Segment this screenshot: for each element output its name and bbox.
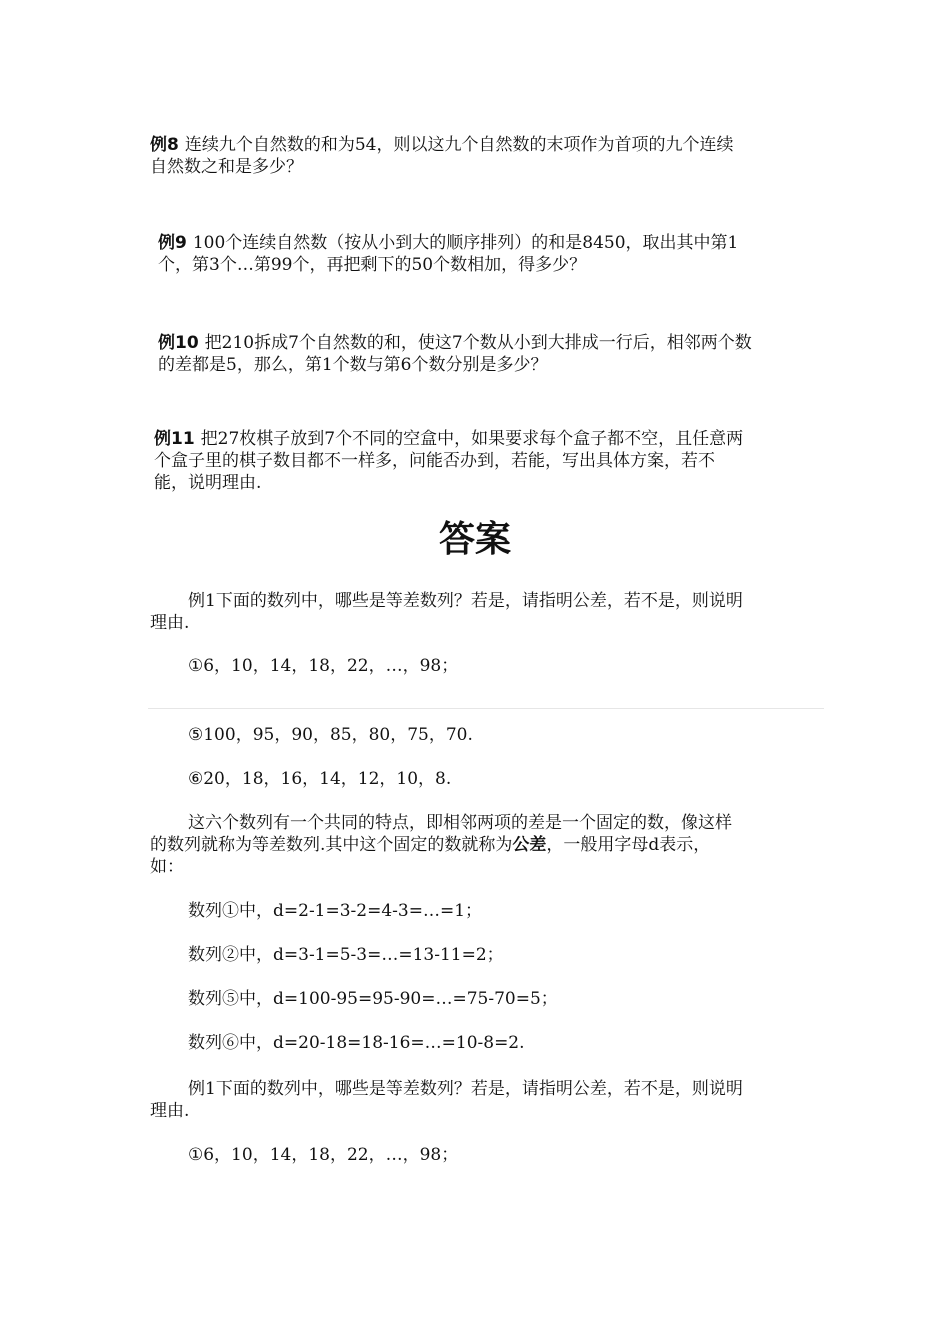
question-example-11: [154, 428, 743, 494]
example-label: 例8: [150, 135, 179, 155]
question-text: 能，说明理由.: [154, 473, 262, 493]
question-text: 个，第3个…第99个，再把剩下的50个数相加，得多少？: [158, 255, 587, 275]
answer-question-text: 理由.: [150, 613, 190, 633]
term-common-difference: 公差: [512, 835, 547, 855]
explanation-text: 这六个数列有一个共同的特点，即相邻两项的差是一个固定的数，像这样: [188, 813, 732, 833]
question-text: 连续九个自然数的和为54，则以这九个自然数的末项作为首项的九个连续: [184, 135, 734, 155]
question-text: 自然数之和是多少？: [150, 157, 303, 177]
example-label: 例10: [158, 333, 199, 353]
difference-sequence-5: 数列⑤中，d=100-95=95-90=…=75-70=5；: [188, 989, 558, 1009]
question-text: 把27枚棋子放到7个不同的空盒中，如果要求每个盒子都不空，且任意两: [200, 429, 744, 449]
difference-sequence-1: 数列①中，d=2-1=3-2=4-3=…=1；: [188, 901, 483, 921]
sequence-1: ①6，10，14，18，22，…，98；: [188, 656, 459, 676]
question-text: 100个连续自然数（按从小到大的顺序排列）的和是8450，取出其中第1: [192, 233, 739, 253]
answer-title: 答案: [438, 519, 511, 560]
difference-sequence-6: 数列⑥中，d=20-18=18-16=…=10-8=2.: [188, 1033, 525, 1053]
example-label: 例9: [158, 233, 187, 253]
question-text: 的差都是5，那么，第1个数与第6个数分别是多少？: [158, 355, 548, 375]
answer-question-1-repeat: [150, 1078, 743, 1122]
answer-question-text: 例1下面的数列中，哪些是等差数列？若是，请指明公差，若不是，则说明: [188, 1079, 743, 1099]
question-example-8: [150, 134, 733, 178]
question-text: 个盒子里的棋子数目都不一样多，问能否办到，若能，写出具体方案，若不: [154, 451, 715, 471]
explanation-text: ，一般用字母d表示，: [546, 835, 711, 855]
answer-question-text: 理由.: [150, 1101, 190, 1121]
page-divider: [148, 708, 824, 709]
answer-question-1: [150, 590, 743, 634]
example-label: 例11: [154, 429, 195, 449]
explanation-paragraph: [150, 812, 732, 878]
difference-sequence-2: 数列②中，d=3-1=5-3=…=13-11=2；: [188, 945, 504, 965]
explanation-text: 如：: [150, 857, 184, 877]
sequence-6: ⑥20，18，16，14，12，10，8.: [188, 769, 452, 789]
question-example-9: [158, 232, 738, 276]
question-text: 把210拆成7个自然数的和，使这7个数从小到大排成一行后，相邻两个数: [204, 333, 752, 353]
explanation-text: 的数列就称为等差数列.其中这个固定的数就称为: [150, 835, 513, 855]
answer-question-text: 例1下面的数列中，哪些是等差数列？若是，请指明公差，若不是，则说明: [188, 591, 743, 611]
sequence-1-repeat: ①6，10，14，18，22，…，98；: [188, 1145, 459, 1165]
question-example-10: [158, 332, 752, 376]
sequence-5: ⑤100，95，90，85，80，75，70.: [188, 725, 473, 745]
